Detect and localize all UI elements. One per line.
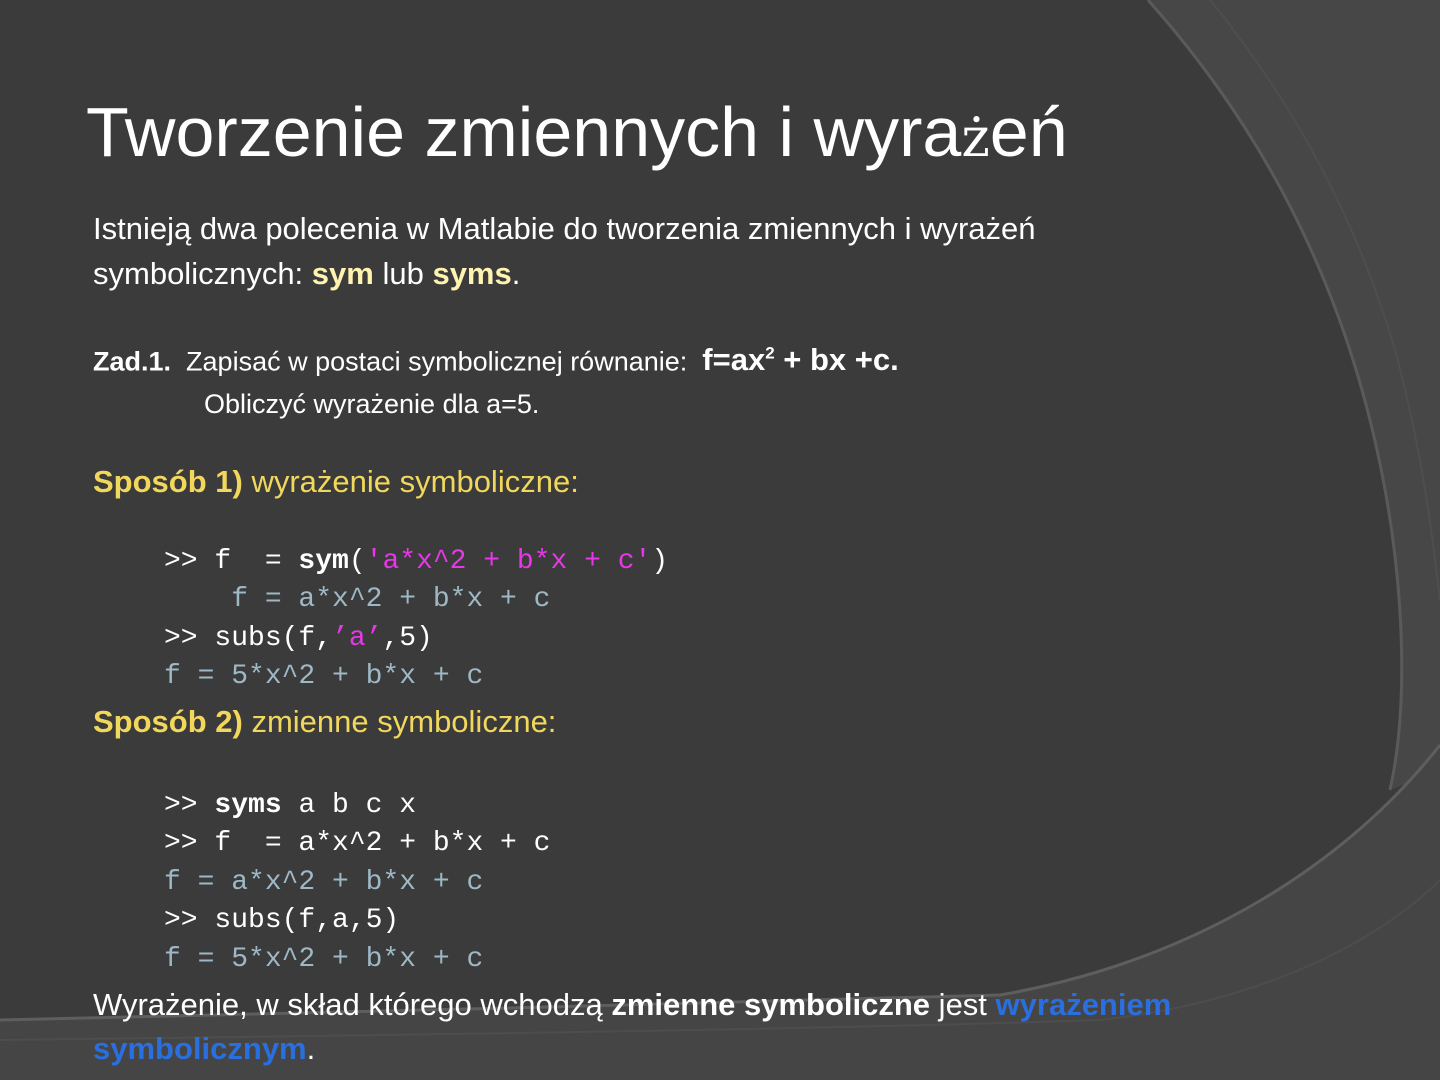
slide-title — [86, 90, 1068, 180]
method-1-heading — [93, 462, 579, 502]
task-line-2: Obliczyć wyrażenie dla a=5. — [204, 389, 540, 420]
method-1-code — [164, 504, 668, 735]
task-instruction: Zapisać w postaci symbolicznej równanie: — [186, 346, 688, 377]
code-line: >> f = a*x^2 + b*x + c — [164, 828, 551, 859]
code-prompt: >> f = — [164, 545, 299, 577]
title-prefix: Tworzenie zmiennych i wyra — [86, 93, 962, 171]
method-2-code — [164, 748, 550, 1018]
method-2-label: Sposób 2) — [93, 704, 243, 739]
code-args: a b c x — [281, 789, 417, 821]
method-2-desc: zmienne symboliczne: — [242, 704, 557, 739]
code-output: f = a*x^2 + b*x + c — [164, 866, 484, 898]
code-args: ,5) — [382, 622, 433, 654]
footer-bold: zmienne symboliczne — [611, 987, 931, 1022]
code-paren: ( — [348, 545, 366, 577]
code-keyword: sym — [298, 545, 349, 577]
formula-rest: + bx +c. — [774, 342, 899, 378]
code-prompt: >> — [164, 789, 215, 821]
formula-base: f=ax — [702, 342, 766, 378]
task-line-1 — [93, 332, 899, 383]
code-keyword: syms — [214, 789, 282, 821]
code-line — [164, 787, 550, 826]
code-string: ’a’ — [332, 622, 383, 654]
code-output: f = 5*x^2 + b*x + c — [164, 943, 484, 975]
intro-paragraph — [93, 206, 1213, 296]
code-line — [164, 543, 668, 582]
intro-period: . — [511, 256, 521, 291]
task-formula — [702, 342, 898, 377]
code-prompt: >> subs(f, — [164, 622, 333, 654]
footer-text: Wyrażenie, w skład którego wchodzą — [93, 987, 612, 1022]
method-1-desc: wyrażenie symboliczne: — [242, 464, 579, 499]
footer-highlight: wyrażeniem symbolicznym — [93, 987, 1172, 1066]
intro-sym-keyword: sym — [311, 256, 374, 291]
code-output: f = a*x^2 + b*x + c — [164, 584, 551, 615]
method-2-heading — [93, 702, 556, 742]
code-line — [164, 620, 668, 659]
formula-exponent: 2 — [765, 344, 775, 363]
task-label: Zad.1. — [93, 346, 172, 377]
code-string: 'a*x^2 + b*x + c' — [365, 545, 652, 577]
code-output: f = 5*x^2 + b*x + c — [164, 661, 484, 692]
code-paren: ) — [651, 545, 669, 577]
task-block — [93, 332, 899, 426]
footer-paragraph — [93, 983, 1273, 1071]
method-1-label: Sposób 1) — [93, 464, 243, 499]
title-suffix: eń — [989, 93, 1068, 171]
intro-text: Istnieją dwa polecenia w Matlabie do tworzenia zmiennych i wyrażeń symbolicznych: — [93, 211, 1036, 291]
code-line: >> subs(f,a,5) — [164, 905, 400, 936]
intro-lub: lub — [373, 256, 433, 291]
footer-period: . — [306, 1031, 316, 1066]
footer-middle: jest — [930, 987, 996, 1022]
title-special-char: ż — [961, 106, 990, 169]
intro-syms-keyword: syms — [432, 256, 512, 291]
